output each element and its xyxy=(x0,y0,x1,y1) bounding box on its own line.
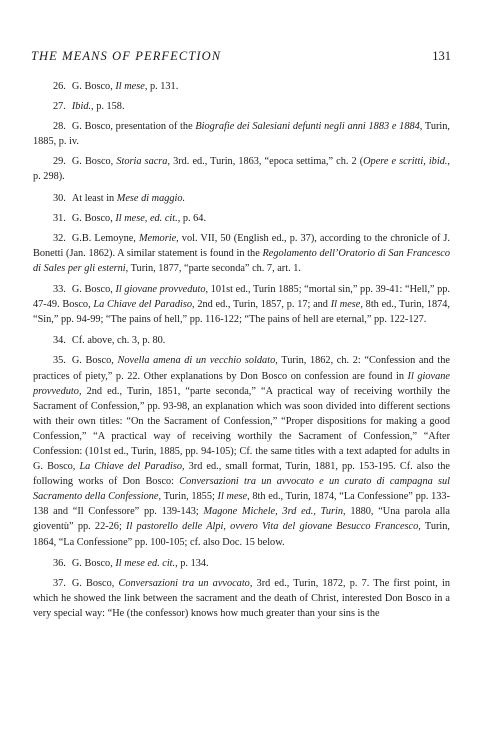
endnote-italic-title: Il pastorello delle Alpi, ovvero Vita del giovane Besucco Francesco xyxy=(126,521,419,533)
endnote xyxy=(33,556,450,571)
endnotes-list xyxy=(33,79,450,627)
endnote xyxy=(33,211,450,226)
endnote-text: G. Bosco, xyxy=(71,577,119,589)
endnote-italic-title: Opere e scritti, ibid. xyxy=(363,156,448,168)
endnote-text: G. Bosco, xyxy=(71,156,117,168)
endnote-text: , Turin, 1877, “parte seconda” ch. 7, art. 1. xyxy=(125,262,301,274)
endnote-number: 27. xyxy=(53,101,66,113)
endnote-number: 33. xyxy=(53,284,66,296)
endnote-text: G.B. Lemoyne, xyxy=(71,232,139,244)
endnote xyxy=(33,576,450,621)
endnote-italic-title: Conversazioni tra un avvocato e un curato di campagna sul Sacramento della Confessione xyxy=(33,476,450,503)
endnote-italic-title: Il giovane provveduto xyxy=(115,284,206,296)
endnote-number: 35. xyxy=(53,355,66,367)
endnote-text: , 101st ed., Turin 1885; “mortal sin,” pp. 39-41: “Hell,” pp. 47-49. Bosco, xyxy=(33,284,450,311)
endnote-italic-title: Il mese xyxy=(115,81,145,92)
endnote-italic-title: Mese di maggio. xyxy=(116,192,186,204)
endnote-text: , 3rd ed., Turin, 1872, p. 7. The first point, in which he showed the link between the sacrament and the death of Christ, interested Don Bosco in a very special way: “He (the confessor) knows how much greater than your sins is the xyxy=(33,577,450,619)
endnote-number: 37. xyxy=(53,577,66,589)
endnote-text: , 3rd. ed., Turin, 1863, “epoca settima,” ch. 2 ( xyxy=(167,156,364,168)
endnote-number: 31. xyxy=(53,212,66,224)
endnote xyxy=(33,353,450,549)
endnote-italic-title: La Chiave del Paradiso xyxy=(79,461,183,473)
endnote-text: G. Bosco, xyxy=(71,355,118,367)
endnote-italic-title: Il mese xyxy=(330,299,361,311)
endnote-text: G. Bosco, xyxy=(71,212,116,224)
endnote-text: , Turin, 1862, ch. 2: “Confession and the practices of piety,” p. 22. Other explanations by Don Bosco on confession are found in xyxy=(33,355,450,382)
page-header xyxy=(31,49,451,64)
endnote-italic-title: Biografie dei Salesiani defunti negli anni 1883 e 1884 xyxy=(195,121,420,133)
endnote-text: , 3rd ed., small format, Turin, 1881, pp. 153-195. Cf. also the following works of Don Bosco: xyxy=(33,461,451,488)
endnote-number: 32. xyxy=(53,232,66,244)
endnote-text: G. Bosco, xyxy=(71,284,116,296)
endnote xyxy=(33,282,450,327)
endnote-text: , Turin, 1855; xyxy=(158,491,218,503)
endnote-text: , 1880, “Una parola alla gioventù” pp. 22-26; xyxy=(33,506,450,533)
endnote-text: , p. 134. xyxy=(175,557,209,569)
endnote-italic-title: Memorie xyxy=(138,232,177,244)
endnote-italic-title: Il mese xyxy=(217,491,248,503)
endnote-text: , 8th ed., Turin, 1874, “La Confessione” pp. 133-138 and “Il Confessore” pp. 139-143; xyxy=(33,491,451,518)
endnote-number: 30. xyxy=(53,192,66,204)
endnote-text: , 2nd ed., Turin, 1851, “parte seconda,” “A practical way of receiving worthily the Sacrament of Confession,” pp. 93-98, an explanation which was soon divided into different sections with their own titles: “On the Sacrament of Confession,” “Proper dispositions for making a good Confession,” “A practical way of receiving worthily the Sacrament of Confession,” “After Confession: (101st ed., Turin, 1885, pp. 94-105); Cf. the same titles with a text adapted for adults in G. Bosco, xyxy=(33,385,450,473)
endnote-italic-title: Novella amena di un vecchio soldato xyxy=(117,355,276,367)
endnote-italic-title: Il giovane provveduto xyxy=(33,370,450,397)
endnote-italic-title: Conversazioni tra un avvocato xyxy=(118,577,250,589)
endnote xyxy=(33,154,450,184)
endnote-text: At least in xyxy=(71,192,117,204)
endnote-text: , p. 158. xyxy=(91,101,125,113)
running-title: THE MEANS OF PERFECTION xyxy=(31,49,222,63)
endnote-text: , 8th ed., Turin, 1874, “Sin,” pp. 94-99; “The pains of hell,” pp. 116-122; “The pains of hell are eternal,” pp. 122-127. xyxy=(33,299,450,326)
endnote-number: 36. xyxy=(53,557,66,569)
endnote-number: 28. xyxy=(53,121,66,133)
endnote-text: , p. 131. xyxy=(144,81,179,92)
endnote-text: Cf. above, ch. 3, p. 80. xyxy=(71,335,166,347)
endnote xyxy=(33,79,450,94)
endnote-text: , 2nd ed., Turin, 1857, p. 17; and xyxy=(192,299,331,311)
endnote-italic-title: Ibid. xyxy=(71,101,92,113)
endnote-number: 34. xyxy=(53,335,66,347)
endnote-text: G. Bosco, presentation of the xyxy=(71,121,196,133)
page-number: 131 xyxy=(432,49,451,63)
endnote-text: , p. 64. xyxy=(177,212,207,224)
endnote xyxy=(33,119,450,149)
endnote xyxy=(33,333,450,348)
endnote-text: G. Bosco, xyxy=(71,81,116,92)
endnote xyxy=(33,191,450,206)
endnote-italic-title: Magone Michele, 3rd ed., Turin xyxy=(203,506,344,518)
endnote-text: G. Bosco, xyxy=(71,557,116,569)
endnote-italic-title: Il mese, ed. cit. xyxy=(115,212,178,224)
endnote-number: 26. xyxy=(53,81,66,92)
endnote-text: , vol. VII, 50 (English ed., p. 37), according to the chronicle of J. Bonetti (Jan. 1862). A similar statement is found in the xyxy=(33,232,450,259)
endnote xyxy=(33,231,450,276)
endnote-italic-title: Storia sacra xyxy=(116,156,168,168)
endnote-text: , Turin, 1885, p. iv. xyxy=(33,121,450,148)
endnote-italic-title: Regolamento dell’Oratorio di San Francesco di Sales per gli esterni xyxy=(33,247,450,274)
endnote-text: , Turin, 1864, “La Confessione” pp. 100-105; cf. also Doc. 15 below. xyxy=(33,521,450,548)
endnote-italic-title: Il mese ed. cit. xyxy=(115,557,176,569)
endnote xyxy=(33,99,450,114)
endnote-text: , p. 298). xyxy=(33,156,450,183)
endnote-italic-title: La Chiave del Paradiso xyxy=(93,299,193,311)
endnote-number: 29. xyxy=(53,156,66,168)
